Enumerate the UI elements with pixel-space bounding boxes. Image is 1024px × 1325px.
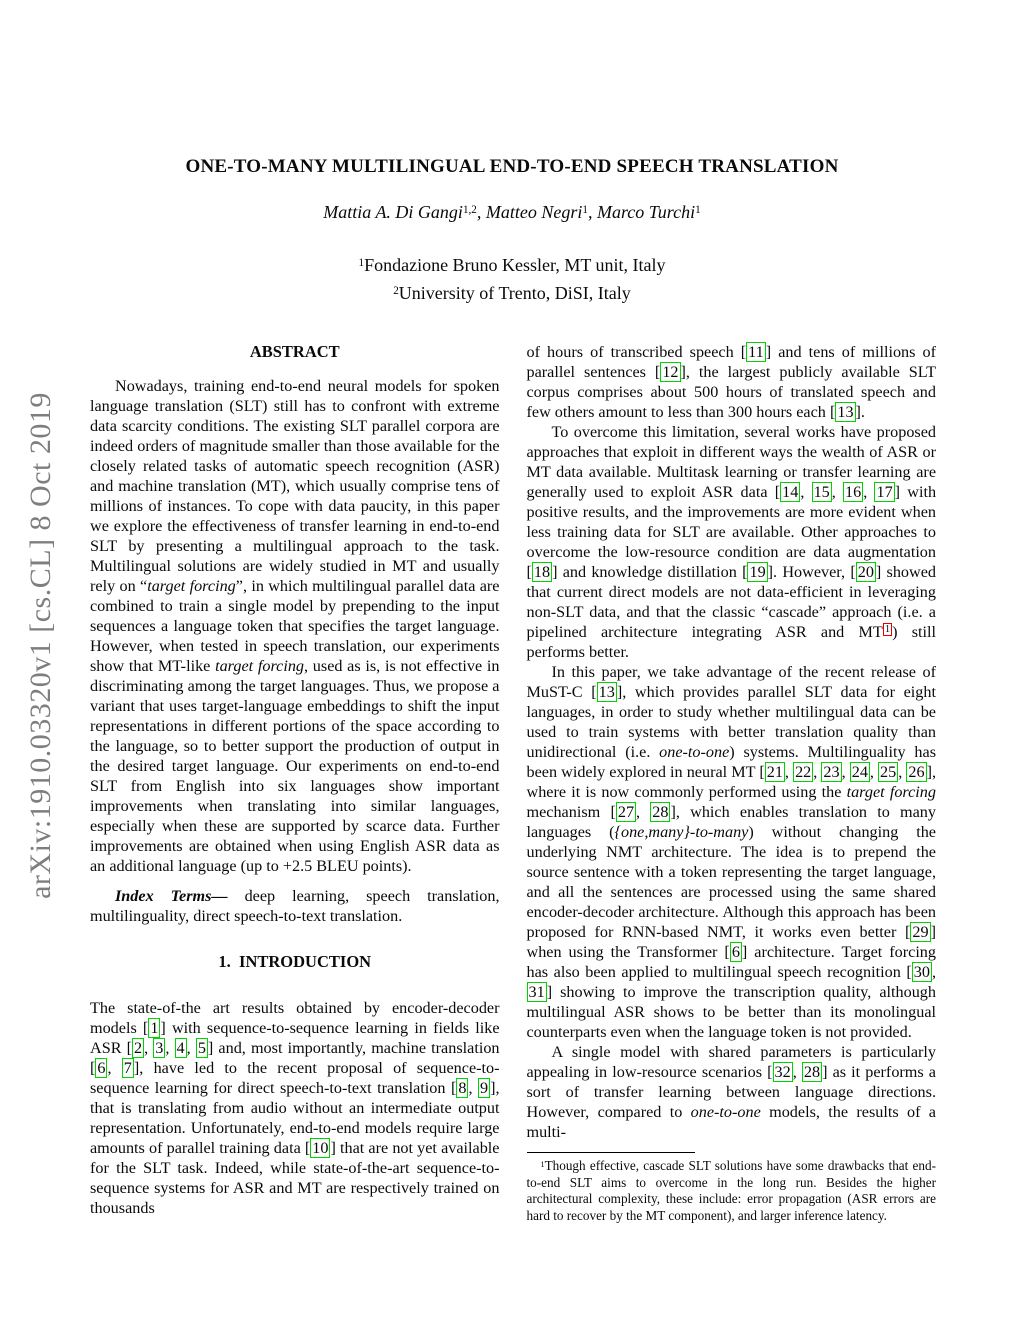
affiliation-1: $^1$Fondazione Bruno Kessler, MT unit, Italy xyxy=(358,255,666,275)
text-segment: Index Terms— xyxy=(115,887,228,905)
text-segment: 1,2 xyxy=(462,204,477,217)
text-segment: 2 xyxy=(393,285,399,298)
left-column xyxy=(90,342,500,1224)
text-segment: one-to-one xyxy=(659,743,730,761)
authors-line xyxy=(0,202,1024,223)
text-segment: 1 xyxy=(582,204,588,217)
citation-link[interactable]: 22 xyxy=(795,763,812,781)
citation-link[interactable]: 7 xyxy=(123,1059,132,1077)
footnote-rule xyxy=(527,1152,695,1153)
paper-title: ONE-TO-MANY MULTILINGUAL END-TO-END SPEECH TRANSLATION xyxy=(185,156,839,177)
citation-link[interactable]: 3 xyxy=(155,1039,164,1057)
citation-link[interactable]: 6 xyxy=(97,1059,106,1077)
citation-link[interactable]: 31 xyxy=(528,983,545,1001)
citation-link[interactable]: 14 xyxy=(782,483,799,501)
citation-link[interactable]: 15 xyxy=(813,483,830,501)
citation-link[interactable]: 9 xyxy=(479,1079,489,1097)
citation-link[interactable]: 23 xyxy=(823,763,840,781)
abstract-paragraph: Nowadays, training end-to-end neural models for spoken language translation (SLT) still has to confront with extreme data scarcity conditions. The existing SLT parallel corpora are indeed orders of magnitude smaller than those available for the closely related tasks of automatic speech recognition (ASR) and machine translation (MT), which usually comprise tens of millions of instances. To cope with data paucity, in this paper we explore the effectiveness of transfer learning in end-to-end SLT by presenting a multilingual approach to the task. Multilingual solutions are widely studied in MT and usually rely on “target forcing”, in which multilingual parallel data are combined to train a single model by prepending to the input sequences a language token that specifies the target language. However, when tested in speech translation, our experiments show that MT-like target forcing, used as is, is not effective in discriminating among the target languages. Thus, we propose a variant that uses target-language embeddings to shift the input representations in different portions of the space according to the language, so to better support the production of output in the desired target language. Our experiments on end-to-end SLT from English into six languages show important improvements when translating into similar languages, especially when these are supported by scarce data. Further improvements are obtained when using English ASR data as an additional language (up to +2.5 BLEU points). xyxy=(90,377,500,875)
text-segment: , Marco Turchi xyxy=(587,202,696,222)
arxiv-watermark: arXiv:1910.03320v1 [cs.CL] 8 Oct 2019 xyxy=(24,392,57,899)
citation-link[interactable]: 6 xyxy=(731,943,740,961)
intro-paragraph-3: To overcome this limitation, several works have proposed approaches that exploit in different ways the wealth of ASR or MT data available. Multitask learning or transfer learning are generally used to exploit ASR data [ 14 , 15 , 16 , 17 ] with positive results, and the improvements are more evident when less training data for SLT are available. Other approaches to overcome the low-resource condition are data augmentation [ 18 ] and knowledge distillation [ 19 ]. However, [ 20 ] showed that current direct models are not data-efficient in leveraging non-SLT data, and that the classic “cascade” approach (i.e. a pipelined architecture integrating ASR and MT $^1$ ) still performs better. xyxy=(526,423,937,661)
citation-link[interactable]: 13 xyxy=(837,403,854,421)
text-segment: Mattia A. Di Gangi xyxy=(323,202,463,222)
text-segment: target forcing xyxy=(147,577,236,595)
text-segment: target forcing xyxy=(846,783,936,801)
citation-link[interactable]: 11 xyxy=(748,343,764,361)
affiliation-2: $^2$University of Trento, DiSI, Italy xyxy=(393,283,631,303)
intro-paragraph-5: A single model with shared parameters is particularly appealing in low-resource scenarios [ 32 , 28 ] as it performs a sort of transfer learning between language directions. However, compared to one-to-one models, the results of a multi- xyxy=(526,1043,936,1141)
text-segment: target forcing xyxy=(215,657,305,675)
citation-link[interactable]: 24 xyxy=(851,763,868,781)
text-segment: 1 xyxy=(358,257,365,270)
intro-paragraph-4: In this paper, we take advantage of the recent release of MuST-C [ 13 ], which provides parallel SLT data for eight languages, in order to study whether multilingual data can be used to train systems with better translation quality than unidirectional (i.e. one-to-one) systems. Multilinguality has been widely explored in neural MT [ 21 , 22 , 23 , 24 , 25 , 26 ], where it is now commonly performed using the target forcing mechanism [ 27 , 28 ], which enables translation to many languages ({one,many}-to-many) without changing the underlying NMT architecture. The idea is to prepend the source sentence with a token representing the target language, and all the sentences are processed using the same shared encoder-decoder architecture. Although this approach has been proposed for RNN-based NMT, it works even better [ 29 ] when using the Transformer [ 6 ] architecture. Target forcing has also been applied to multilingual speech recognition [ 30 , 31 ] showing to improve the transcription quality, although multilingual ASR shows to be better than its monolingual counterparts even when the language token is not provided. xyxy=(526,663,936,1041)
footnote-text: $^1$Though effective, cascade SLT solutions have some drawbacks that end-to-end SLT aims to overcome in the long run. Besides the higher architectural complexity, these include: error propagation (ASR errors are hard to recover by the MT component), and larger inference latency. xyxy=(526,1158,936,1223)
citation-link[interactable]: 1 xyxy=(150,1019,159,1037)
citation-link[interactable]: 28 xyxy=(652,803,669,821)
index-terms-paragraph: Index Terms— deep learning, speech translation, multilinguality, direct speech-to-text translation. xyxy=(90,887,500,925)
citation-link[interactable]: 28 xyxy=(803,1063,821,1081)
citation-link[interactable]: 18 xyxy=(533,563,551,581)
citation-link[interactable]: 16 xyxy=(845,483,862,501)
two-column-layout xyxy=(90,342,936,1224)
citation-link[interactable]: 13 xyxy=(598,683,615,701)
citation-link[interactable]: 12 xyxy=(662,363,679,381)
intro-paragraph-2: of hours of transcribed speech [ 11 ] and tens of millions of parallel sentences [ 12 ], the largest publicly available SLT corpus comprises about 500 hours of translated speech and few others amount to less than 300 hours each [ 13 ]. xyxy=(526,343,936,421)
citation-link[interactable]: 27 xyxy=(617,803,635,821)
citation-link[interactable]: 17 xyxy=(876,483,893,501)
intro-paragraph-1: The state-of-the art results obtained by encoder-decoder models [ 1 ] with sequence-to-sequence learning in fields like ASR [ 2 , 3 , 4 , 5 ] and, most importantly, machine translation [ 6 , 7 ], have led to the recent proposal of sequence-to-sequence learning for direct speech-to-text translation [ 8 , 9 ], that is translating from audio without an intermediate output representation. Unfortunately, end-to-end models require large amounts of parallel training data [ 10 ] that are not yet available for the SLT task. Indeed, while state-of-the-art sequence-to-sequence systems for ASR and MT are respectively trained on thousands xyxy=(90,999,500,1217)
citation-link[interactable]: 8 xyxy=(458,1079,467,1097)
abstract-heading: ABSTRACT xyxy=(249,342,340,361)
citation-link[interactable]: 5 xyxy=(197,1039,206,1057)
citation-link[interactable]: 29 xyxy=(912,923,929,941)
affiliations xyxy=(0,251,1024,307)
citation-link[interactable]: 21 xyxy=(766,763,783,781)
citation-link[interactable]: 4 xyxy=(176,1039,185,1057)
text-segment: one-to-one xyxy=(690,1103,761,1121)
footnote-ref-link[interactable]: 1 xyxy=(884,624,891,635)
citation-link[interactable]: 25 xyxy=(880,763,897,781)
text-segment: {one,many}-to-many xyxy=(614,823,749,841)
citation-link[interactable]: 20 xyxy=(857,563,874,581)
citation-link[interactable]: 32 xyxy=(774,1063,791,1081)
introduction-heading: 1. INTRODUCTION xyxy=(218,952,372,971)
citation-link[interactable]: 10 xyxy=(312,1139,329,1157)
right-column xyxy=(527,342,937,1224)
citation-link[interactable]: 19 xyxy=(749,563,766,581)
text-segment: , Matteo Negri xyxy=(476,202,583,222)
citation-link[interactable]: 30 xyxy=(913,963,930,981)
citation-link[interactable]: 2 xyxy=(134,1039,143,1057)
text-segment: 1 xyxy=(695,204,701,217)
text-segment: 1 xyxy=(540,1159,545,1169)
citation-link[interactable]: 26 xyxy=(908,763,925,781)
